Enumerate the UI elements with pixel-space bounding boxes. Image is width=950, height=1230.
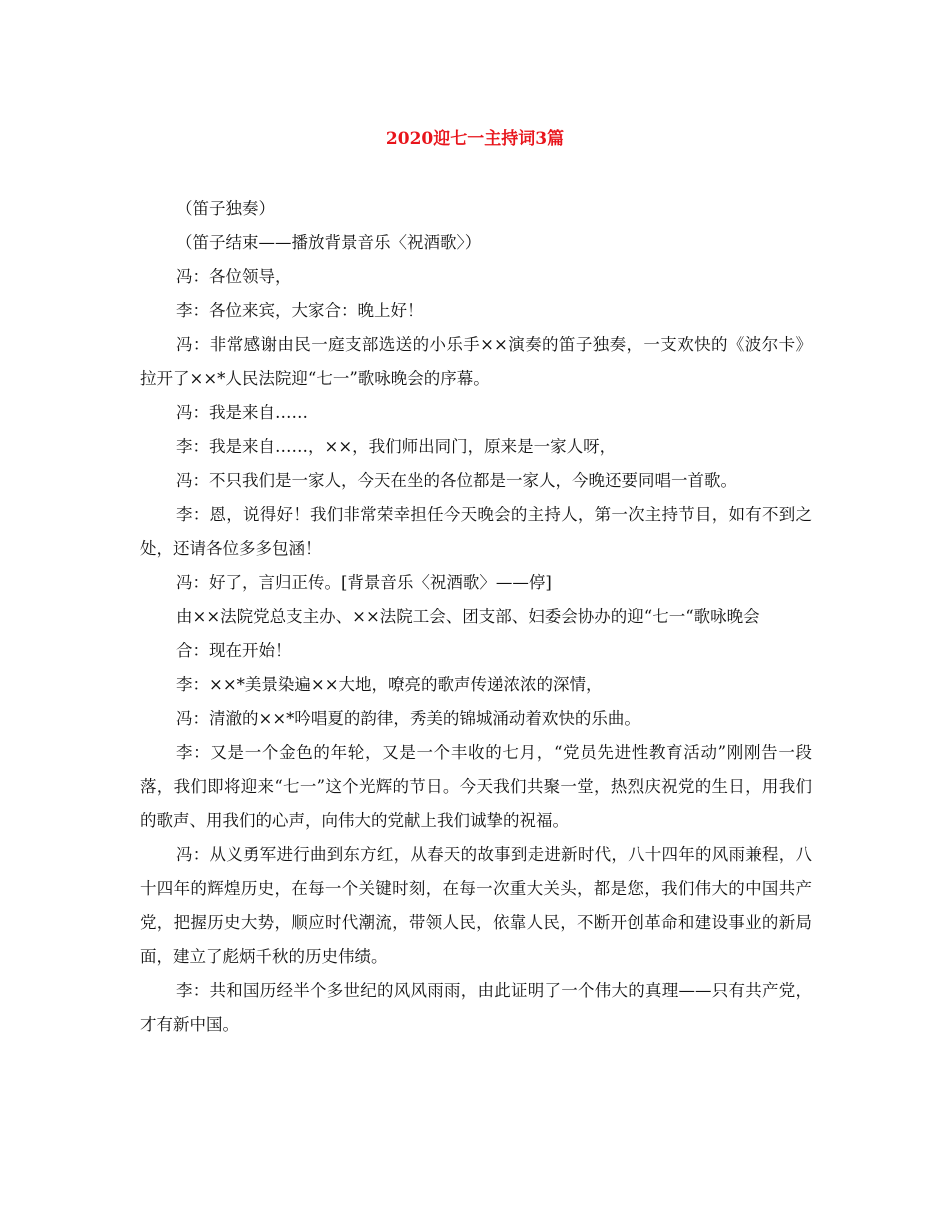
paragraph: 李：恩，说得好！我们非常荣幸担任今天晚会的主持人，第一次主持节目，如有不到之处，还请各位多多包涵！ bbox=[140, 505, 812, 558]
paragraph: 冯：从义勇军进行曲到东方红，从春天的故事到走进新时代，八十四年的风雨兼程，八十四年的辉煌历史，在每一个关键时刻，在每一次重大关头，都是您，我们伟大的中国共产党，把握历史大势，顺应时代潮流，带领人民，依靠人民，不断开创革命和建设事业的新局面，建立了彪炳千秋的历史伟绩。 bbox=[140, 845, 812, 966]
paragraph: 冯：不只我们是一家人，今天在坐的各位都是一家人，今晚还要同唱一首歌。 bbox=[176, 471, 737, 490]
paragraph: 李：又是一个金色的年轮，又是一个丰收的七月，“党员先进性教育活动”刚刚告一段落，我们即将迎来“七一”这个光辉的节日。今天我们共聚一堂，热烈庆祝党的生日，用我们的歌声、用我们的心声，向伟大的党献上我们诚挚的祝福。 bbox=[140, 743, 812, 830]
paragraph: 冯：各位领导， bbox=[176, 267, 292, 286]
document-title: 2020迎七一主持词3篇 bbox=[385, 129, 565, 149]
paragraph: （笛子独奏） bbox=[176, 199, 275, 218]
paragraph: 冯：非常感谢由民一庭支部选送的小乐手××演奏的笛子独奏，一支欢快的《波尔卡》拉开了××*人民法院迎“七一”歌咏晚会的序幕。 bbox=[140, 335, 812, 388]
paragraph: 李：我是来自……，××，我们师出同门，原来是一家人呀， bbox=[176, 437, 617, 456]
paragraph: 合：现在开始！ bbox=[176, 641, 292, 660]
paragraph: （笛子结束——播放背景音乐〈祝酒歌〉） bbox=[176, 233, 482, 252]
paragraph: 李：共和国历经半个多世纪的风风雨雨，由此证明了一个伟大的真理——只有共产党，才有新中国。 bbox=[140, 981, 812, 1034]
paragraph: 冯：我是来自…… bbox=[176, 403, 308, 422]
paragraph: 李：××*美景染遍××大地，嘹亮的歌声传递浓浓的深情， bbox=[176, 675, 603, 694]
document-body bbox=[140, 192, 812, 1042]
paragraph: 由××法院党总支主办、××法院工会、团支部、妇委会协办的迎“七一“歌咏晚会 bbox=[176, 607, 760, 626]
paragraph: 冯：清澈的××*吟唱夏的韵律，秀美的锦城涌动着欢快的乐曲。 bbox=[176, 709, 641, 728]
paragraph: 冯：好了，言归正传。[背景音乐〈祝酒歌〉——停] bbox=[176, 573, 552, 592]
paragraph: 李：各位来宾，大家合：晚上好！ bbox=[176, 301, 424, 320]
